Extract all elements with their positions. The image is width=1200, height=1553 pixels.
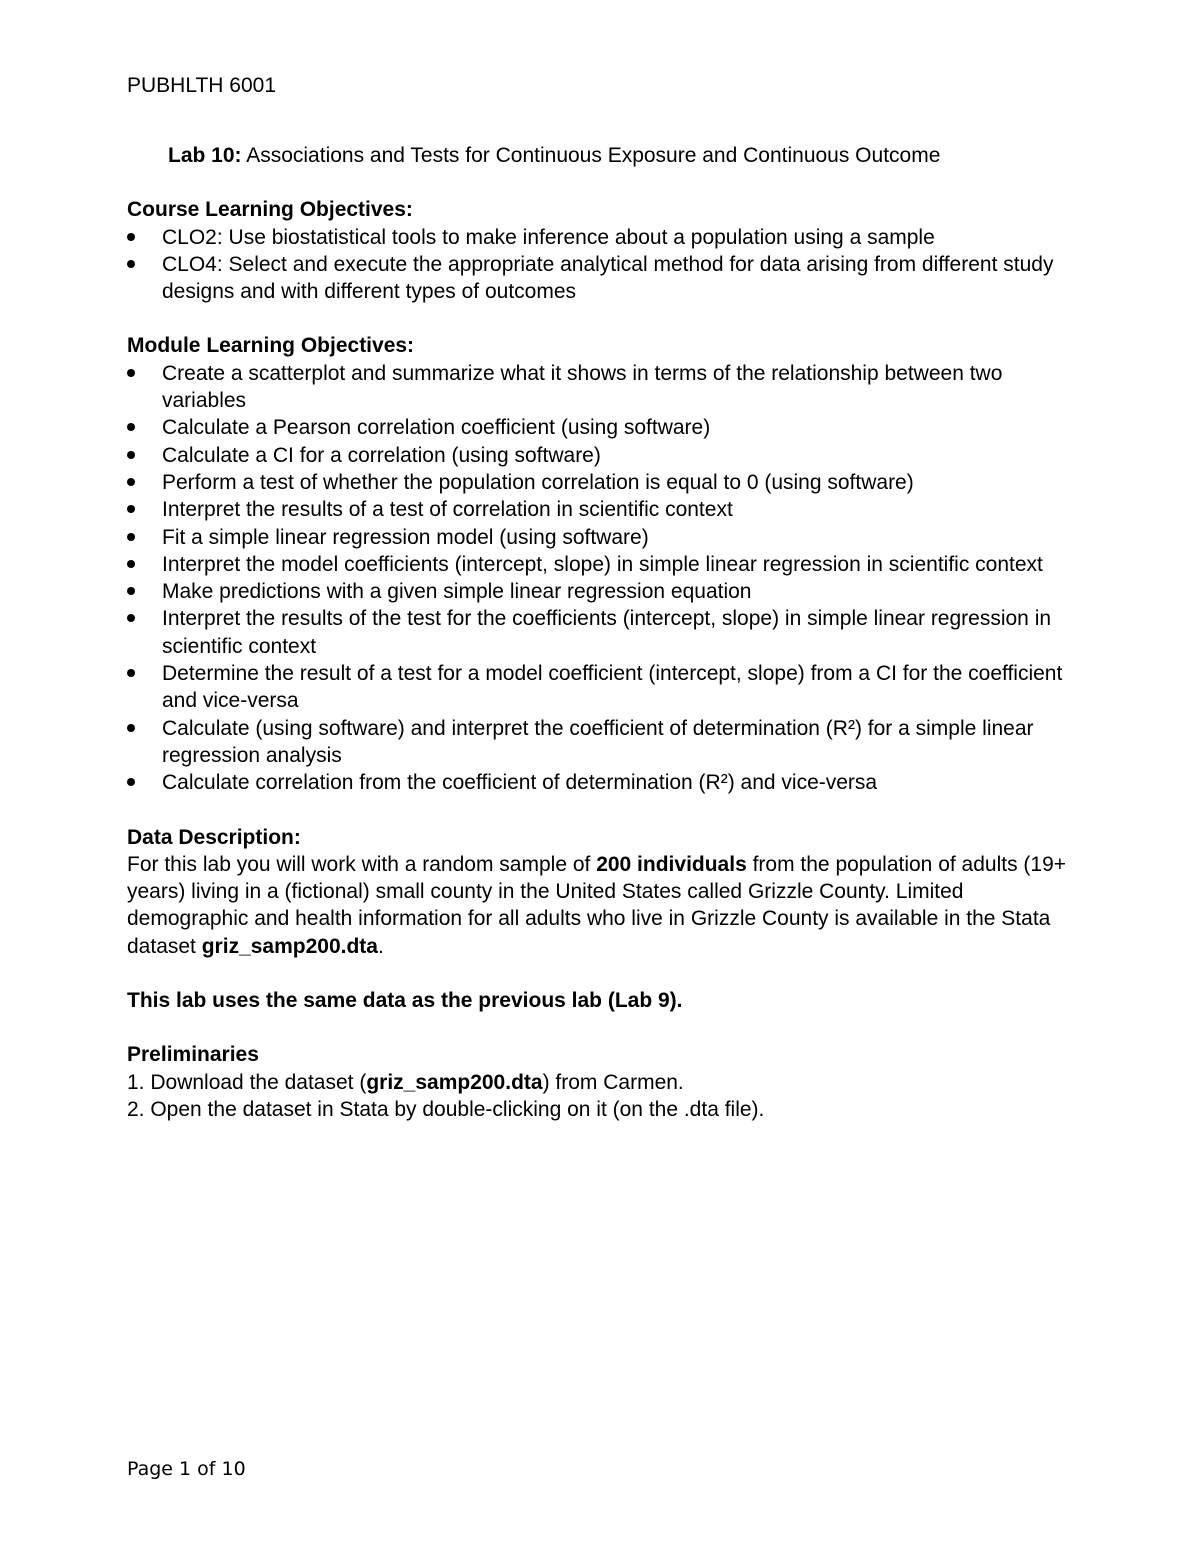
list-item-text: Perform a test of whether the population correlation is equal to 0 (using software)	[162, 470, 914, 494]
bullet-icon	[127, 614, 135, 622]
page-header: PUBHLTH 6001	[127, 74, 277, 97]
bullet-icon	[127, 669, 135, 677]
preliminaries-heading: Preliminaries	[127, 1043, 259, 1067]
lab-title-label: Lab 10:	[168, 144, 242, 167]
bullet-icon	[127, 478, 135, 486]
module-objectives-list	[127, 360, 1077, 797]
list-item-text: Calculate a Pearson correlation coefficient (using software)	[162, 416, 711, 440]
list-item-text: Calculate (using software) and interpret the coefficient of determination (R²) for a simple linear regression analysis	[162, 716, 1034, 767]
course-objectives-heading: Course Learning Objectives:	[127, 198, 413, 222]
list-item-text: Fit a simple linear regression model (using software)	[162, 525, 649, 549]
preliminary-step-1: 1. Download the dataset (griz_samp200.dta) from Carmen.	[127, 1070, 684, 1094]
lab-title	[168, 142, 1077, 169]
preliminaries-steps	[127, 1069, 1077, 1124]
course-objectives-list	[127, 224, 1077, 306]
list-item-text: Determine the result of a test for a model coefficient (intercept, slope) from a CI for the coefficient and vice-versa	[162, 662, 1063, 713]
list-item	[127, 224, 1077, 251]
bullet-icon	[127, 724, 135, 732]
list-item	[127, 524, 1077, 551]
bullet-icon	[127, 233, 135, 241]
list-item	[127, 442, 1077, 469]
list-item	[127, 496, 1077, 523]
list-item	[127, 469, 1077, 496]
bullet-icon	[127, 451, 135, 459]
bullet-icon	[127, 778, 135, 786]
list-item-text: CLO4: Select and execute the appropriate analytical method for data arising from different study designs and with different types of outcomes	[162, 252, 1054, 304]
list-item	[127, 360, 1077, 415]
bullet-icon	[127, 533, 135, 541]
list-item-text: CLO2: Use biostatistical tools to make inference about a population using a sample	[162, 225, 935, 249]
preliminary-step-2: 2. Open the dataset in Stata by double-clicking on it (on the .dta file).	[127, 1097, 765, 1121]
same-data-note: This lab uses the same data as the previous lab (Lab 9).	[127, 989, 683, 1013]
list-item	[127, 605, 1077, 660]
list-item	[127, 551, 1077, 578]
bullet-icon	[127, 369, 135, 377]
bullet-icon	[127, 260, 135, 268]
page-number: Page 1 of 10	[127, 1458, 246, 1480]
bullet-icon	[127, 560, 135, 568]
list-item-text: Create a scatterplot and summarize what it shows in terms of the relationship between two variables	[162, 361, 1003, 413]
list-item	[127, 715, 1077, 770]
list-item	[127, 769, 1077, 796]
module-objectives-heading: Module Learning Objectives:	[127, 334, 415, 358]
list-item-text: Interpret the model coefficients (intercept, slope) in simple linear regression in scientific context	[162, 552, 1043, 576]
list-item-text: Calculate a CI for a correlation (using software)	[162, 443, 601, 467]
list-item-text: Interpret the results of the test for the coefficients (intercept, slope) in simple linear regression in scientific context	[162, 607, 1052, 658]
bullet-icon	[127, 423, 135, 431]
bullet-icon	[127, 505, 135, 513]
list-item-text: Make predictions with a given simple linear regression equation	[162, 580, 752, 604]
list-item	[127, 414, 1077, 441]
data-description-heading: Data Description:	[127, 825, 301, 849]
list-item	[127, 251, 1077, 306]
list-item	[127, 578, 1077, 605]
list-item-text: Calculate correlation from the coefficient of determination (R²) and vice-versa	[162, 771, 878, 795]
list-item-text: Interpret the results of a test of correlation in scientific context	[162, 498, 733, 522]
document-body	[127, 142, 1077, 1123]
data-description-paragraph: For this lab you will work with a random sample of 200 individuals from the population of adults (19+ years) living in a (fictional) small county in the United States called Grizzle County. Limited demographic and health information for all adults who live in Grizzle County is available in the Stata dataset griz_samp200.dta.	[127, 852, 1067, 958]
lab-title-text: Associations and Tests for Continuous Exposure and Continuous Outcome	[241, 144, 941, 167]
bullet-icon	[127, 587, 135, 595]
list-item	[127, 660, 1077, 715]
